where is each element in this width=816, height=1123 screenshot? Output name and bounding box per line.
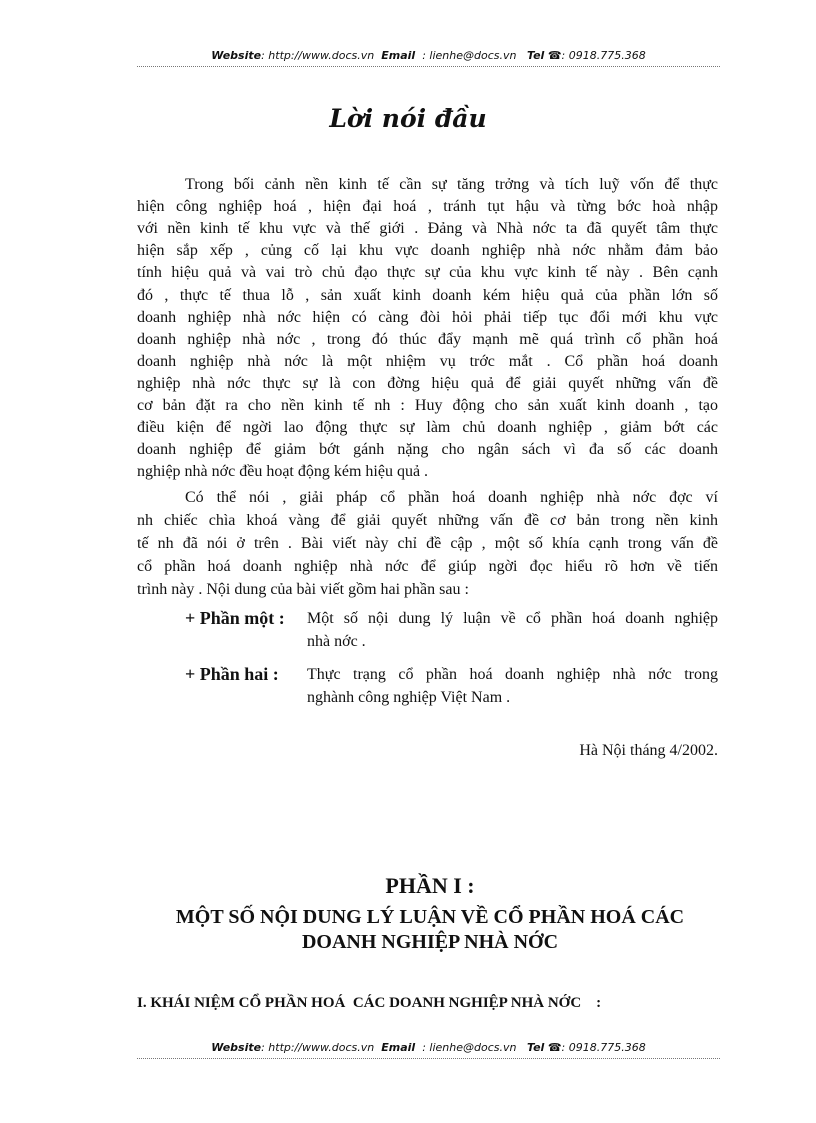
section-heading: I. KHÁI NIỆM CỔ PHẦN HOÁ CÁC DOANH NGHIỆP NHÀ NỚC : <box>137 995 602 1011</box>
website-url: : http://www.docs.vn <box>261 1041 375 1054</box>
text-line: doanh nghiệp nhà nớc , trong đó thúc đẩy mạnh mẽ quá trình cổ phần hoá <box>137 330 718 348</box>
page-header <box>137 49 720 62</box>
text-line: Một số nội dung lý luận về cổ phần hoá doanh nghiệp <box>307 610 718 627</box>
text-line: với nền kinh tế khu vực và thế giới . Đảng và Nhà nớc ta đã quyết tâm thực <box>137 220 718 238</box>
website-label: Website <box>211 49 262 62</box>
text-line: Có thể nói , giải pháp cổ phần hoá doanh nghiệp nhà nớc đợc ví <box>185 489 718 506</box>
part-label: + Phần một : <box>185 608 285 628</box>
part-label: + Phần hai : <box>185 664 279 684</box>
text-line: tính hiệu quả và vai trò chủ đạo thực sự của khu vực kinh tế này . Bên cạnh <box>137 264 718 282</box>
tel-label: Tel <box>526 1041 545 1054</box>
text-line: nghiệp nhà nớc thực sự là con đờng hiệu quả để giải quyết những vấn đề <box>137 374 718 392</box>
text-line: doanh nghiệp nhà nớc là một nhiệm vụ trớc mắt . Cổ phần hoá doanh <box>137 352 718 370</box>
text-line: doanh nghiệp nhà nớc hiện có càng đòi hỏi phải tiếp tục đổi mới khu vực <box>137 308 718 326</box>
text-line: nghành công nghiệp Việt Nam . <box>307 689 511 706</box>
text-line: tế nh đã nói ở trên . Bài viết này chỉ đề cập , một số khía cạnh trong vấn đề <box>137 535 718 552</box>
text-line: doanh nghiệp để giảm bớt gánh nặng cho ngân sách vì đa số các doanh <box>137 441 718 459</box>
page-footer <box>137 1041 720 1054</box>
tel-label: Tel <box>526 49 545 62</box>
part-title: PHẦN I : <box>385 873 475 898</box>
part-heading-line-2: DOANH NGHIỆP NHÀ NỚC <box>301 931 559 953</box>
phone-icon: ☎ <box>547 49 562 62</box>
date-line: Hà Nội tháng 4/2002. <box>579 742 718 759</box>
tel-number: : 0918.775.368 <box>561 49 646 62</box>
text-line: cơ bản đặt ra cho nền kinh tế nh : Huy động cho sản xuất kinh doanh , tạo <box>137 397 718 414</box>
text-line: Thực trạng cổ phần hoá doanh nghiệp nhà nớc trong <box>307 666 718 683</box>
phone-icon: ☎ <box>547 1041 562 1054</box>
text-line: hiện sắp xếp , củng cố lại khu vực doanh nghiệp nhà nớc nhằm đảm bảo <box>137 242 718 260</box>
email-label: Email <box>381 1041 416 1054</box>
email-label: Email <box>381 49 416 62</box>
text-line: nghiệp nhà nớc đều hoạt động kém hiệu quả . <box>137 463 429 481</box>
text-line: đó , thực tế thua lỗ , sản xuất kinh doanh kém hiệu quả của phần lớn số <box>137 286 718 304</box>
website-url: : http://www.docs.vn <box>261 49 375 62</box>
email-address: : lienhe@docs.vn <box>422 49 517 62</box>
text-line: điều kiện để ngời lao động thực sự làm chủ doanh nghiệp , giảm bớt các <box>137 419 718 437</box>
text-line: Trong bối cảnh nền kinh tế cần sự tăng trởng và tích luỹ vốn để thực <box>185 176 718 193</box>
footer-rule <box>137 1058 720 1059</box>
part-heading-line-1: MỘT SỐ NỘI DUNG LÝ LUẬN VỀ CỔ PHẦN HOÁ CÁC <box>175 906 685 928</box>
email-address: : lienhe@docs.vn <box>422 1041 517 1054</box>
text-line: nhà nớc . <box>307 633 366 650</box>
text-line: nh chiếc chìa khoá vàng để giải quyết những vấn đề cơ bản trong nền kinh <box>137 512 718 529</box>
tel-number: : 0918.775.368 <box>561 1041 646 1054</box>
header-rule <box>137 66 720 67</box>
text-line: hiện công nghiệp hoá , hiện đại hoá , tránh tụt hậu và từng bớc hoà nhập <box>137 198 718 216</box>
text-line: trình này . Nội dung của bài viết gồm hai phần sau : <box>137 581 469 598</box>
page-title: Lời nói đầu <box>329 104 487 133</box>
website-label: Website <box>211 1041 262 1054</box>
text-line: cổ phần hoá doanh nghiệp nhà nớc để giúp ngời đọc hiểu rõ hơn về tiến <box>137 558 718 575</box>
